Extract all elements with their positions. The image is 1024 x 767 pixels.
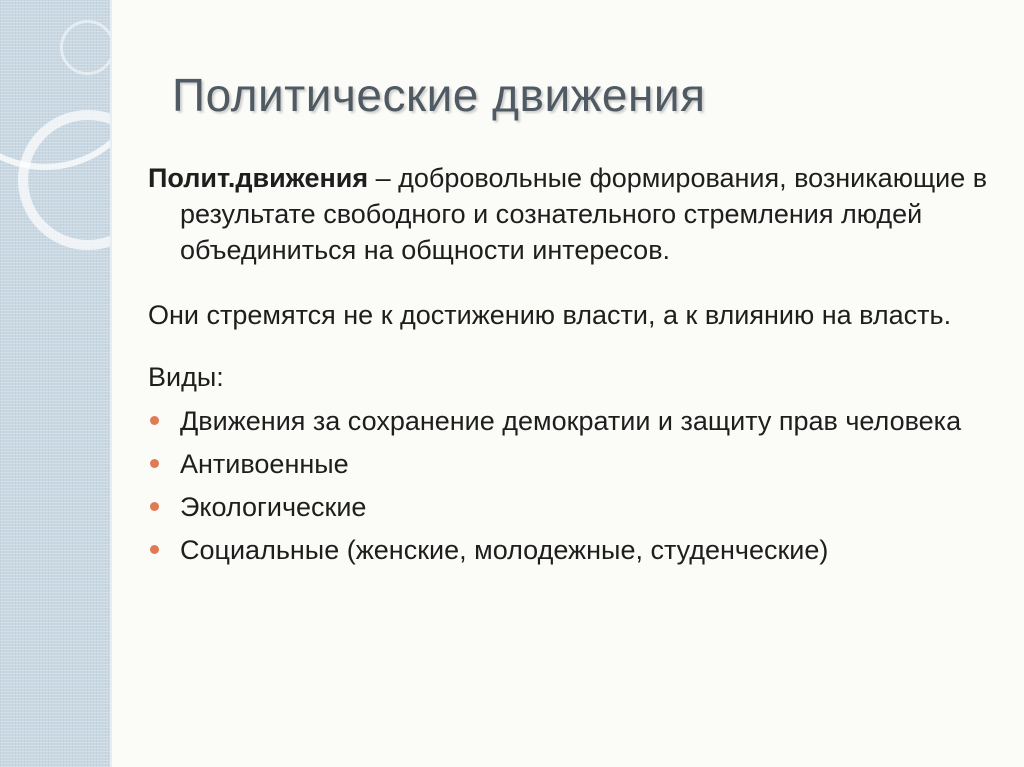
types-label: Виды: (148, 362, 224, 392)
types-list (148, 403, 998, 568)
decorative-side-band (0, 0, 112, 767)
list-item (148, 489, 998, 525)
band-edge (110, 0, 112, 767)
list-item-text: Антивоенные (180, 449, 349, 479)
list-item-text: Социальные (женские, молодежные, студенческие) (180, 535, 829, 565)
definition-term: Полит.движения (148, 163, 369, 193)
bullet-icon (150, 459, 159, 468)
bullet-icon (150, 502, 159, 511)
decorative-ring (60, 20, 112, 75)
definition-text: – добровольные формирования, возникающие в результате свободного и сознательного стремления людей объединиться на общности интересов. (180, 163, 988, 265)
slide-title: Политические движения (172, 69, 706, 121)
list-item (148, 403, 998, 439)
definition-paragraph (148, 160, 998, 268)
list-item-text: Экологические (180, 492, 367, 522)
slide-body (148, 160, 998, 575)
list-item (148, 532, 998, 568)
statement-paragraph: Они стремятся не к достижению власти, а к влиянию на власть. (148, 300, 952, 330)
list-item (148, 446, 998, 482)
list-item-text: Движения за сохранение демократии и защиту прав человека (180, 406, 962, 436)
bullet-icon (150, 545, 159, 554)
bullet-icon (150, 416, 159, 425)
